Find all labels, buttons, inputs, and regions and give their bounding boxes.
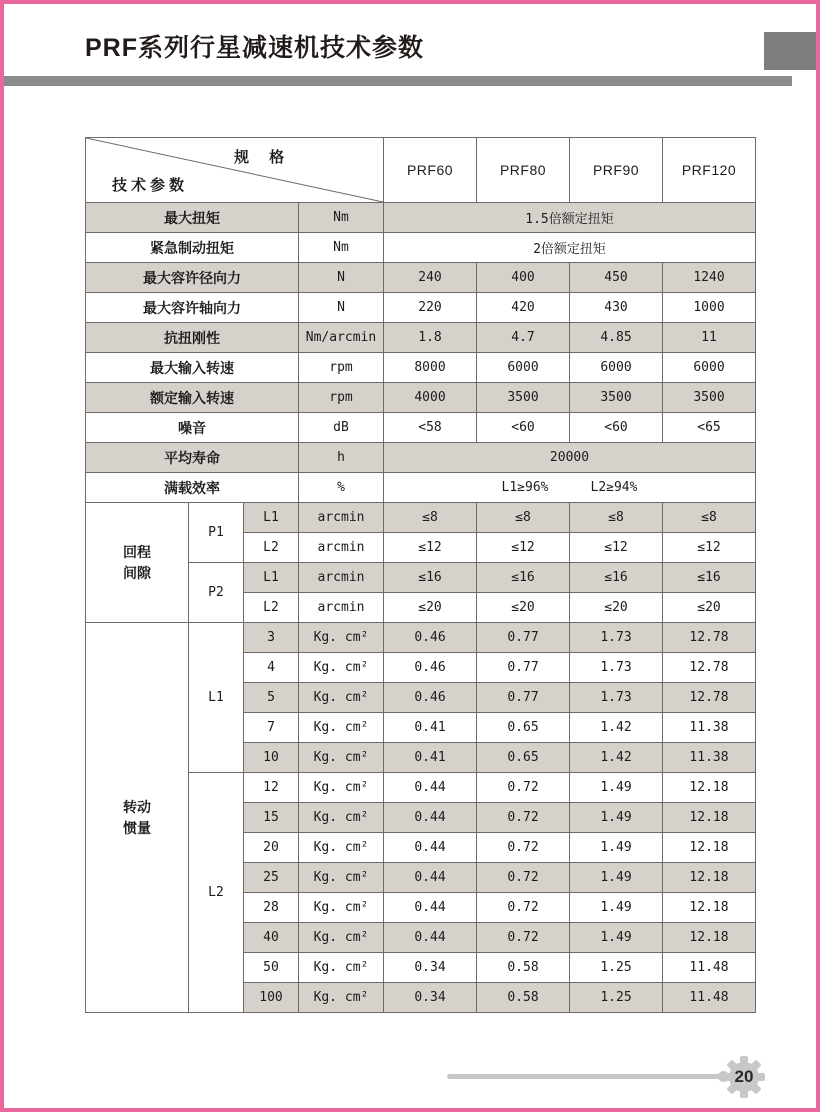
value-cell: 11.48 bbox=[663, 983, 756, 1013]
value-cell: 0.41 bbox=[384, 713, 477, 743]
value-cell: 1.49 bbox=[570, 893, 663, 923]
row-label: 最大容许径向力 bbox=[86, 263, 299, 293]
value-cell: 6000 bbox=[477, 353, 570, 383]
unit-cell: arcmin bbox=[299, 563, 384, 593]
value-cell: 12.18 bbox=[663, 863, 756, 893]
value-cell: 4.85 bbox=[570, 323, 663, 353]
stage-group-cell: L2 bbox=[189, 773, 244, 1013]
value-cell: ≤8 bbox=[663, 503, 756, 533]
backlash-section-label bbox=[86, 503, 189, 623]
unit-cell: arcmin bbox=[299, 533, 384, 563]
unit-cell: Kg. cm² bbox=[299, 923, 384, 953]
value-cell: 1240 bbox=[663, 263, 756, 293]
value-cell: 420 bbox=[477, 293, 570, 323]
value-cell: ≤20 bbox=[570, 593, 663, 623]
page-title: PRF系列行星减速机技术参数 bbox=[85, 34, 425, 62]
value-cell: 12.18 bbox=[663, 833, 756, 863]
inertia-label-line2: 惯量 bbox=[123, 819, 151, 836]
value-cell: <65 bbox=[663, 413, 756, 443]
value-cell: 12.18 bbox=[663, 893, 756, 923]
value-cell: ≤8 bbox=[384, 503, 477, 533]
ratio-cell: 100 bbox=[244, 983, 299, 1013]
value-cell: 0.41 bbox=[384, 743, 477, 773]
value-cell: 11.48 bbox=[663, 953, 756, 983]
value-cell: 12.18 bbox=[663, 803, 756, 833]
header-accent-square bbox=[764, 32, 816, 70]
ratio-cell: 50 bbox=[244, 953, 299, 983]
value-cell: 12.78 bbox=[663, 653, 756, 683]
value-cell: 0.72 bbox=[477, 863, 570, 893]
value-cell: 0.44 bbox=[384, 923, 477, 953]
value-cell: 3500 bbox=[570, 383, 663, 413]
unit-cell: rpm bbox=[299, 353, 384, 383]
unit-cell: Kg. cm² bbox=[299, 953, 384, 983]
value-cell: 1.42 bbox=[570, 713, 663, 743]
value-cell: 0.44 bbox=[384, 773, 477, 803]
unit-cell: N bbox=[299, 293, 384, 323]
row-label: 平均寿命 bbox=[86, 443, 299, 473]
unit-cell: h bbox=[299, 443, 384, 473]
efficiency-l1: L1≥96% bbox=[501, 480, 549, 495]
unit-cell: N bbox=[299, 263, 384, 293]
backlash-label-line1: 回程 bbox=[123, 543, 151, 560]
row-label: 最大容许轴向力 bbox=[86, 293, 299, 323]
unit-cell: Kg. cm² bbox=[299, 683, 384, 713]
model-header-prf120: PRF120 bbox=[663, 138, 756, 203]
unit-cell: Nm/arcmin bbox=[299, 323, 384, 353]
value-cell: 11.38 bbox=[663, 713, 756, 743]
efficiency-l2: L2≥94% bbox=[590, 480, 638, 495]
unit-cell: Kg. cm² bbox=[299, 803, 384, 833]
ratio-cell: 4 bbox=[244, 653, 299, 683]
value-cell: 12.18 bbox=[663, 923, 756, 953]
value-cell: ≤16 bbox=[384, 563, 477, 593]
value-cell: 12.78 bbox=[663, 683, 756, 713]
ratio-cell: 3 bbox=[244, 623, 299, 653]
unit-cell: Kg. cm² bbox=[299, 623, 384, 653]
value-cell: 0.46 bbox=[384, 683, 477, 713]
value-cell: 0.77 bbox=[477, 683, 570, 713]
value-cell: 1.49 bbox=[570, 833, 663, 863]
value-cell: <60 bbox=[570, 413, 663, 443]
page-number: 20 bbox=[734, 1067, 754, 1086]
ratio-cell: 15 bbox=[244, 803, 299, 833]
value-cell: 0.72 bbox=[477, 893, 570, 923]
value-cell: 4000 bbox=[384, 383, 477, 413]
value-cell: 4.7 bbox=[477, 323, 570, 353]
value-cell: 1.25 bbox=[570, 953, 663, 983]
stage-cell: L2 bbox=[244, 533, 299, 563]
value-cell: 1.73 bbox=[570, 653, 663, 683]
value-cell: 1.42 bbox=[570, 743, 663, 773]
value-cell: 0.58 bbox=[477, 983, 570, 1013]
value-cell: 0.34 bbox=[384, 953, 477, 983]
value-span-cell: 20000 bbox=[384, 443, 756, 473]
value-cell: <58 bbox=[384, 413, 477, 443]
value-cell: ≤8 bbox=[477, 503, 570, 533]
model-header-prf80: PRF80 bbox=[477, 138, 570, 203]
value-cell: ≤12 bbox=[384, 533, 477, 563]
row-label: 满载效率 bbox=[86, 473, 299, 503]
unit-cell: Kg. cm² bbox=[299, 653, 384, 683]
unit-cell: Kg. cm² bbox=[299, 863, 384, 893]
value-cell: 1.73 bbox=[570, 623, 663, 653]
row-label: 最大扭矩 bbox=[86, 203, 299, 233]
value-cell: 3500 bbox=[477, 383, 570, 413]
unit-cell: Kg. cm² bbox=[299, 893, 384, 923]
title-underline-bar bbox=[4, 76, 792, 86]
value-cell: 0.72 bbox=[477, 773, 570, 803]
stage-cell: L1 bbox=[244, 503, 299, 533]
value-cell: ≤20 bbox=[663, 593, 756, 623]
backlash-label-line2: 间隙 bbox=[123, 564, 151, 581]
unit-cell: % bbox=[299, 473, 384, 503]
value-span-cell: 2倍额定扭矩 bbox=[384, 233, 756, 263]
table-row bbox=[86, 263, 756, 293]
table-row bbox=[86, 293, 756, 323]
value-cell: 0.34 bbox=[384, 983, 477, 1013]
table-row bbox=[86, 473, 756, 503]
unit-cell: arcmin bbox=[299, 593, 384, 623]
row-label: 抗扭刚性 bbox=[86, 323, 299, 353]
stage-group-cell: L1 bbox=[189, 623, 244, 773]
value-cell: 1.25 bbox=[570, 983, 663, 1013]
value-cell: ≤16 bbox=[477, 563, 570, 593]
ratio-cell: 25 bbox=[244, 863, 299, 893]
value-cell: 0.46 bbox=[384, 623, 477, 653]
value-cell: 1.49 bbox=[570, 863, 663, 893]
table-corner-cell bbox=[86, 138, 384, 203]
table-row bbox=[86, 623, 756, 653]
row-label: 噪音 bbox=[86, 413, 299, 443]
value-cell: ≤20 bbox=[477, 593, 570, 623]
value-cell: ≤12 bbox=[477, 533, 570, 563]
unit-cell: rpm bbox=[299, 383, 384, 413]
value-cell: 11.38 bbox=[663, 743, 756, 773]
value-cell: 1.8 bbox=[384, 323, 477, 353]
value-cell: 0.65 bbox=[477, 743, 570, 773]
ratio-cell: 28 bbox=[244, 893, 299, 923]
value-cell: 450 bbox=[570, 263, 663, 293]
value-cell: 0.44 bbox=[384, 833, 477, 863]
efficiency-span-cell bbox=[384, 473, 756, 503]
corner-spec-label: 规 格 bbox=[234, 149, 293, 166]
ratio-cell: 12 bbox=[244, 773, 299, 803]
value-cell: 0.77 bbox=[477, 623, 570, 653]
unit-cell: Kg. cm² bbox=[299, 743, 384, 773]
unit-cell: Kg. cm² bbox=[299, 713, 384, 743]
unit-cell: Nm bbox=[299, 233, 384, 263]
value-cell: <60 bbox=[477, 413, 570, 443]
value-cell: ≤12 bbox=[663, 533, 756, 563]
value-cell: ≤16 bbox=[570, 563, 663, 593]
value-cell: 240 bbox=[384, 263, 477, 293]
spec-table bbox=[85, 137, 756, 1013]
value-cell: 1.49 bbox=[570, 803, 663, 833]
table-row bbox=[86, 503, 756, 533]
value-cell: 0.77 bbox=[477, 653, 570, 683]
value-span-cell: 1.5倍额定扭矩 bbox=[384, 203, 756, 233]
unit-cell: Kg. cm² bbox=[299, 983, 384, 1013]
value-cell: 0.72 bbox=[477, 803, 570, 833]
value-cell: 1.49 bbox=[570, 773, 663, 803]
value-cell: ≤8 bbox=[570, 503, 663, 533]
value-cell: 0.44 bbox=[384, 803, 477, 833]
table-row bbox=[86, 323, 756, 353]
value-cell: 0.44 bbox=[384, 893, 477, 923]
inertia-label-line1: 转动 bbox=[123, 798, 151, 815]
value-cell: 0.46 bbox=[384, 653, 477, 683]
value-cell: ≤20 bbox=[384, 593, 477, 623]
table-row bbox=[86, 383, 756, 413]
value-cell: 0.72 bbox=[477, 923, 570, 953]
row-label: 最大输入转速 bbox=[86, 353, 299, 383]
value-cell: ≤16 bbox=[663, 563, 756, 593]
corner-param-label: 技术参数 bbox=[112, 177, 189, 194]
value-cell: 8000 bbox=[384, 353, 477, 383]
value-cell: 400 bbox=[477, 263, 570, 293]
unit-cell: Nm bbox=[299, 203, 384, 233]
value-cell: 1.73 bbox=[570, 683, 663, 713]
value-cell: 6000 bbox=[663, 353, 756, 383]
table-row bbox=[86, 203, 756, 233]
value-cell: 11 bbox=[663, 323, 756, 353]
table-row bbox=[86, 413, 756, 443]
value-cell: 220 bbox=[384, 293, 477, 323]
ratio-cell: 10 bbox=[244, 743, 299, 773]
value-cell: ≤12 bbox=[570, 533, 663, 563]
value-cell: 6000 bbox=[570, 353, 663, 383]
value-cell: 12.18 bbox=[663, 773, 756, 803]
value-cell: 1.49 bbox=[570, 923, 663, 953]
value-cell: 0.44 bbox=[384, 863, 477, 893]
grade-cell: P1 bbox=[189, 503, 244, 563]
row-label: 紧急制动扭矩 bbox=[86, 233, 299, 263]
stage-cell: L1 bbox=[244, 563, 299, 593]
value-cell: 1000 bbox=[663, 293, 756, 323]
inertia-section-label bbox=[86, 623, 189, 1013]
table-row bbox=[86, 443, 756, 473]
value-cell: 3500 bbox=[663, 383, 756, 413]
unit-cell: arcmin bbox=[299, 503, 384, 533]
value-cell: 430 bbox=[570, 293, 663, 323]
ratio-cell: 20 bbox=[244, 833, 299, 863]
unit-cell: Kg. cm² bbox=[299, 773, 384, 803]
value-cell: 12.78 bbox=[663, 623, 756, 653]
model-header-prf90: PRF90 bbox=[570, 138, 663, 203]
ratio-cell: 5 bbox=[244, 683, 299, 713]
unit-cell: Kg. cm² bbox=[299, 833, 384, 863]
row-label: 额定输入转速 bbox=[86, 383, 299, 413]
stage-cell: L2 bbox=[244, 593, 299, 623]
model-header-prf60: PRF60 bbox=[384, 138, 477, 203]
value-cell: 0.65 bbox=[477, 713, 570, 743]
value-cell: 0.58 bbox=[477, 953, 570, 983]
ratio-cell: 7 bbox=[244, 713, 299, 743]
unit-cell: dB bbox=[299, 413, 384, 443]
footer-line bbox=[447, 1074, 723, 1079]
grade-cell: P2 bbox=[189, 563, 244, 623]
value-cell: 0.72 bbox=[477, 833, 570, 863]
table-row bbox=[86, 353, 756, 383]
ratio-cell: 40 bbox=[244, 923, 299, 953]
table-row bbox=[86, 233, 756, 263]
